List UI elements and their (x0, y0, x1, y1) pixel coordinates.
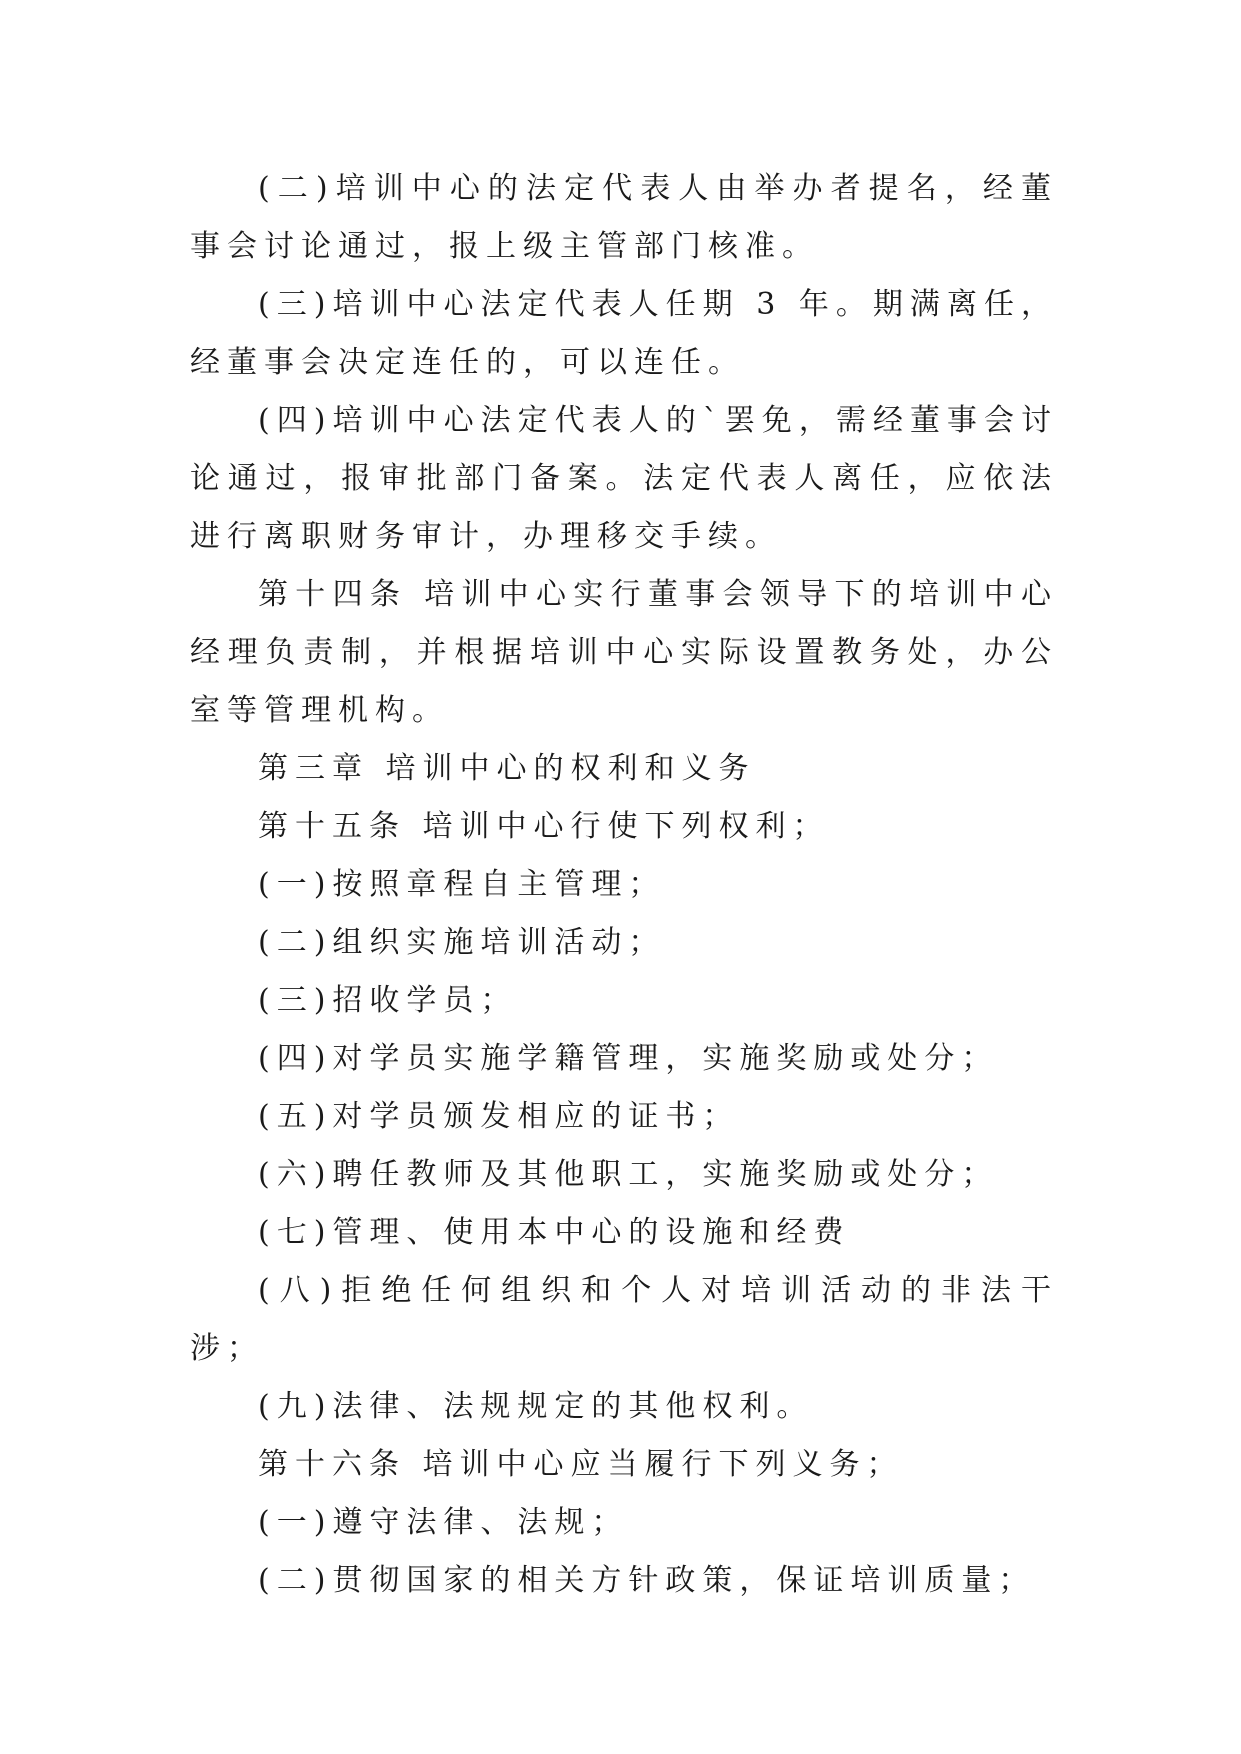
document-page (190, 160, 1058, 1610)
chapter-3-heading: 第三章 培训中心的权利和义务 (258, 751, 756, 786)
right-item-7: (七)管理、使用本中心的设施和经费 (258, 1215, 851, 1250)
right-item-8: (八)拒绝任何组织和个人对培训活动的非法干涉； (190, 1273, 1058, 1366)
article-16: 第十六条 培训中心应当履行下列义务； (258, 1447, 904, 1482)
right-item-9: (九)法律、法规规定的其他权利。 (258, 1389, 814, 1424)
paragraph-legal-rep-term: (三)培训中心法定代表人任期 3 年。期满离任，经董事会决定连任的，可以连任。 (190, 287, 1058, 380)
duty-item-1: (一)遵守法律、法规； (258, 1505, 629, 1540)
right-item-4: (四)对学员实施学籍管理，实施奖励或处分； (258, 1041, 999, 1076)
right-item-5: (五)对学员颁发相应的证书； (258, 1099, 740, 1134)
right-item-6: (六)聘任教师及其他职工，实施奖励或处分； (258, 1157, 999, 1192)
right-item-1: (一)按照章程自主管理； (258, 867, 666, 902)
duty-item-2: (二)贯彻国家的相关方针政策，保证培训质量； (258, 1563, 1036, 1598)
article-15: 第十五条 培训中心行使下列权利； (258, 809, 830, 844)
paragraph-legal-rep-dismissal: (四)培训中心法定代表人的`罢免，需经董事会讨论通过，报审批部门备案。法定代表人离任，应依法进行离职财务审计，办理移交手续。 (190, 403, 1058, 554)
article-14: 第十四条 培训中心实行董事会领导下的培训中心经理负责制，并根据培训中心实际设置教务处，办公室等管理机构。 (190, 577, 1058, 728)
right-item-3: (三)招收学员； (258, 983, 518, 1018)
paragraph-legal-rep-nomination: (二)培训中心的法定代表人由举办者提名，经董事会讨论通过，报上级主管部门核准。 (190, 171, 1058, 264)
right-item-2: (二)组织实施培训活动； (258, 925, 666, 960)
